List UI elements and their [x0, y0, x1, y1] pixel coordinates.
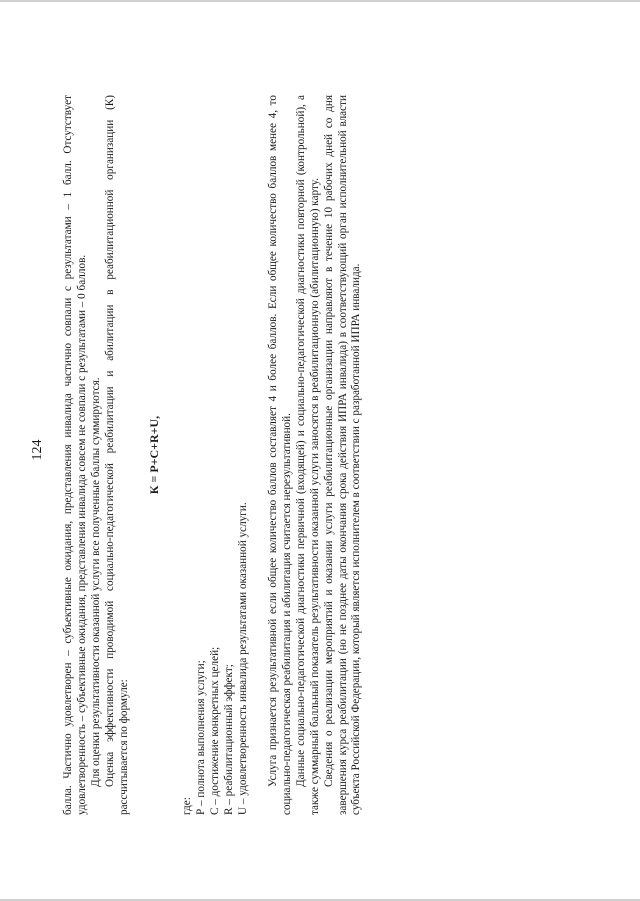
paragraph-sum-scores: Для оценки результативности оказанной услуги все полученные баллы суммируются.: [89, 377, 102, 787]
paragraph-diagnostics-data: Данные социально-педагогической диагностики первичной (входящей) и социально-педагогической диагностики повторной (контрольной), а также суммарный балльный показатель результативности оказанной услуги заносятся в реабилитационную (абилитационную) карту.: [294, 95, 321, 815]
efficiency-formula: К = Р+С+R+U,: [146, 415, 161, 495]
document-body: [62, 95, 364, 815]
paragraph-result-criteria: Услуга признается результативной если общее количество баллов составляет 4 и более баллов. Если общее количество баллов менее 4, то социально-педагогическая реабилитация и абилитация считается нерезультативной.: [266, 95, 293, 815]
paragraph-reporting: Сведения о реализации мероприятий и оказании услуги реабилитационные организации направляют в течение 10 рабочих дней со дня завершения курса реабилитации (но не позднее даты окончания срока действия ИПРА инвалида) в соответствующий орган исполнительной власти субъекта Российской Федерации, который является исполнителем в соответствии с разработанной ИПРА инвалида.: [322, 95, 363, 815]
legend-item-c: С – достижение конкретных целей;: [209, 646, 222, 815]
paragraph-satisfaction-scores: балла. Частично удовлетворен – субъективные ожидания, представления инвалида частично совпали с результатами – 1 балл. Отсутствует удовлетворенность – субъективные ожидания, представления инвалида совсем не совпали с результатами – 0 баллов.: [62, 95, 88, 815]
paragraph-efficiency-formula-intro: Оценка эффективности проводимой социально-педагогической реабилитации и абилитации в реабилитационной организации (К) рассчитывается по формуле:: [103, 95, 130, 815]
legend-item-p: Р – полнота выполнения услуги;: [195, 660, 208, 815]
rotated-document-page: [0, 25, 640, 875]
formula-where-label: где:: [181, 797, 194, 815]
legend-item-r: R – реабилитационный эффект;: [223, 664, 236, 815]
legend-item-u: U – удовлетворенность инвалида результатами оказанной услуги.: [237, 502, 250, 815]
page-number: 124: [30, 439, 45, 461]
